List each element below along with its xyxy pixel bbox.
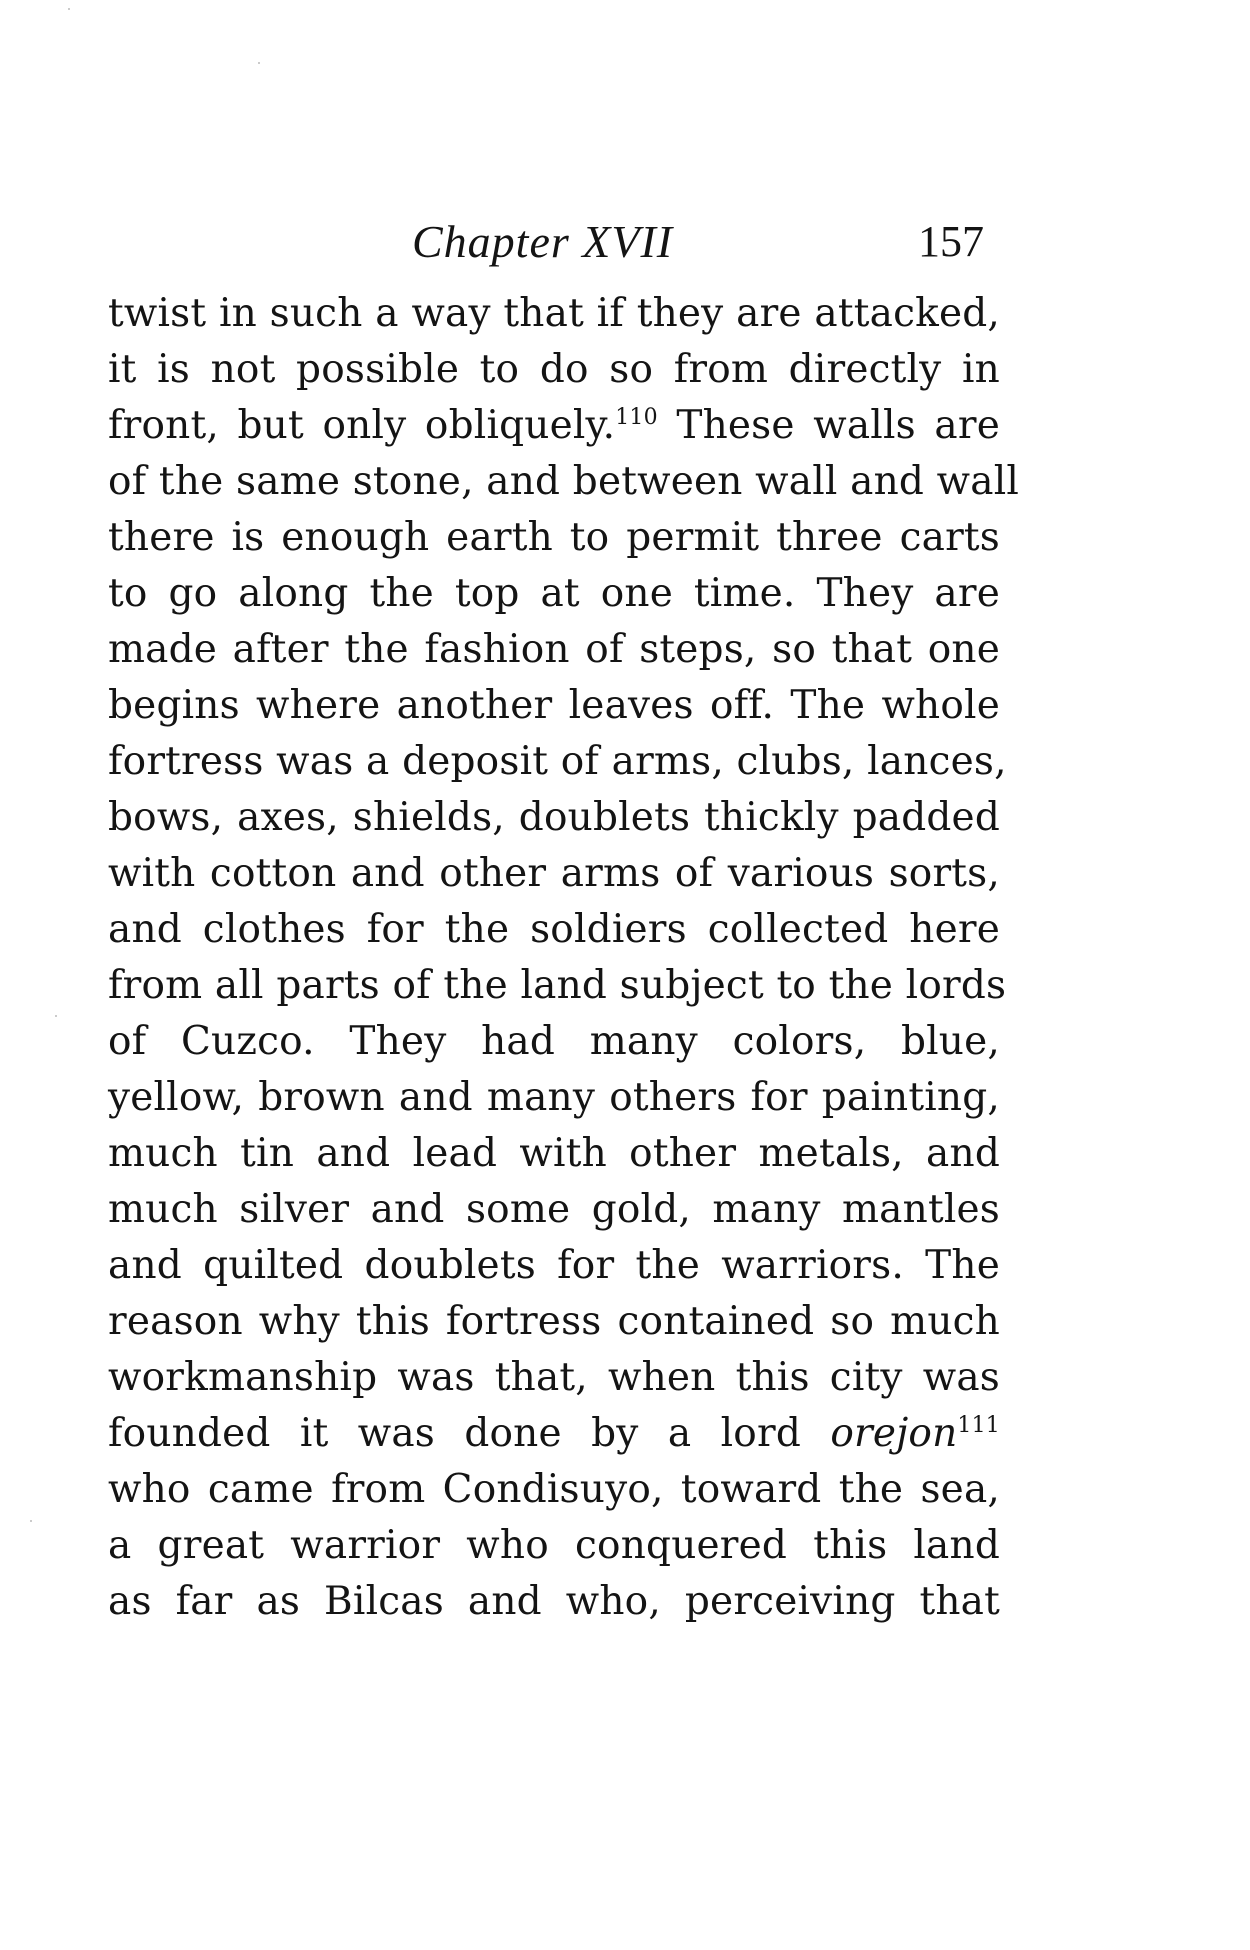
text-line: fortress was a deposit of arms, clubs, lances, bbox=[108, 739, 1007, 784]
text-line: who came from Condisuyo, toward the sea, bbox=[108, 1467, 1000, 1512]
text-run: founded it was done by a lord bbox=[108, 1411, 831, 1456]
text-line: much silver and some gold, many mantles bbox=[108, 1187, 1000, 1232]
text-line: there is enough earth to permit three carts bbox=[108, 515, 1000, 560]
text-line: and clothes for the soldiers collected here bbox=[108, 907, 1000, 952]
text-line bbox=[108, 1406, 1000, 1462]
text-line: to go along the top at one time. They are bbox=[108, 571, 1000, 616]
body-text bbox=[108, 286, 1020, 1630]
text-line: made after the fashion of steps, so that one bbox=[108, 627, 1000, 672]
footnote-marker: 110 bbox=[615, 405, 658, 430]
text-line: of Cuzco. They had many colors, blue, bbox=[108, 1019, 1000, 1064]
page-number: 157 bbox=[918, 217, 984, 266]
text-line: and quilted doublets for the warriors. The bbox=[108, 1243, 1000, 1288]
text-line: bows, axes, shields, doublets thickly padded bbox=[108, 795, 1000, 840]
text-line: begins where another leaves off. The whole bbox=[108, 683, 1000, 728]
text-line: from all parts of the land subject to the lords bbox=[108, 963, 1007, 1008]
text-line: of the same stone, and between wall and wall bbox=[108, 459, 1020, 504]
running-head bbox=[0, 212, 1250, 272]
text-line: a great warrior who conquered this land bbox=[108, 1523, 1000, 1568]
scan-speck bbox=[68, 8, 70, 10]
text-line: workmanship was that, when this city was bbox=[108, 1355, 1000, 1400]
text-line: yellow, brown and many others for painting, bbox=[108, 1075, 1000, 1120]
scan-speck bbox=[258, 62, 260, 64]
text-run: These walls are bbox=[657, 403, 1000, 448]
text-line: twist in such a way that if they are attacked, bbox=[108, 291, 1000, 336]
text-line: it is not possible to do so from directly in bbox=[108, 347, 1000, 392]
text-line: reason why this fortress contained so much bbox=[108, 1299, 1000, 1344]
footnote-marker: 111 bbox=[957, 1413, 1000, 1438]
chapter-title: Chapter XVII bbox=[412, 216, 674, 267]
text-line: much tin and lead with other metals, and bbox=[108, 1131, 1000, 1176]
text-run: front, but only obliquely. bbox=[108, 403, 616, 448]
text-line: with cotton and other arms of various sorts, bbox=[108, 851, 1000, 896]
italic-term: orejon bbox=[830, 1411, 958, 1456]
scan-speck bbox=[55, 1015, 57, 1017]
scan-speck bbox=[30, 1520, 32, 1522]
text-line bbox=[108, 398, 1000, 454]
text-line: as far as Bilcas and who, perceiving that bbox=[108, 1579, 1000, 1624]
